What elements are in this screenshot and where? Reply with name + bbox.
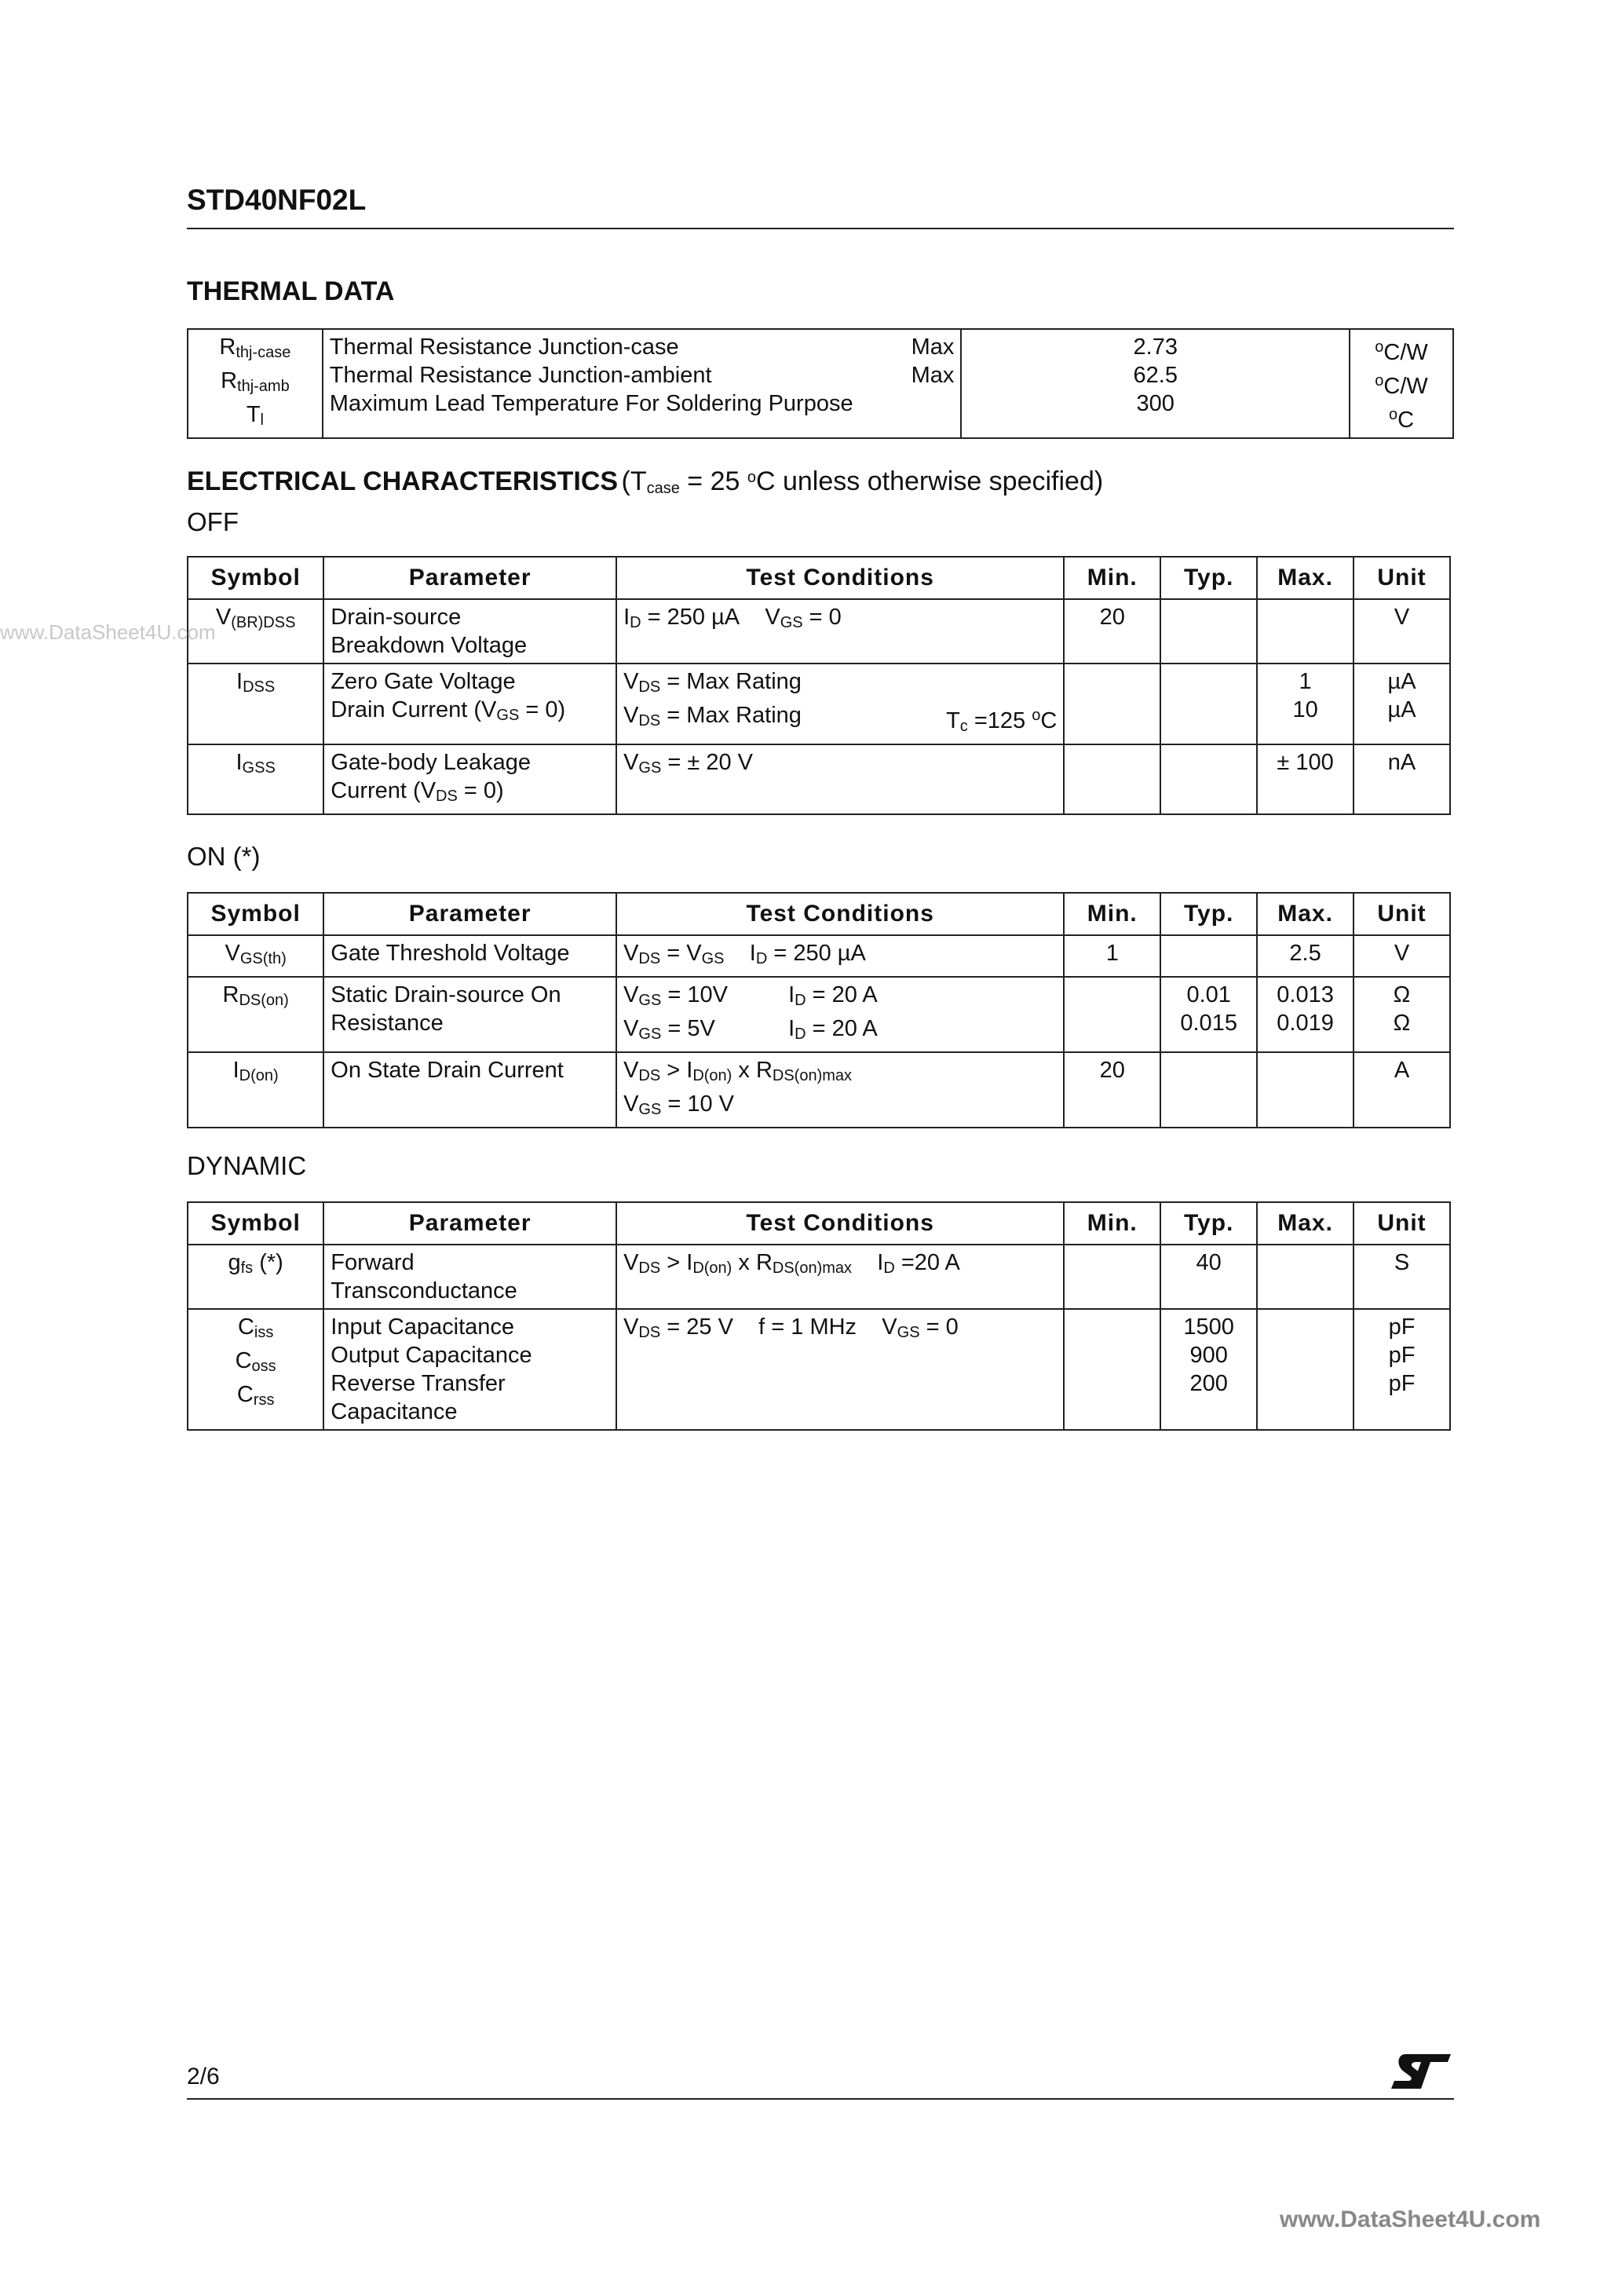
table-row: $V_{(BR)DSS}$ Drain-source Breakdown Voltage $I_D = 250$ µA $V_{GS} = 0$ 20 V <box>188 599 1450 664</box>
dynamic-table <box>187 1201 1451 1431</box>
on-table <box>187 892 1451 1128</box>
thermal-values: 2.73 62.5 300 <box>961 329 1350 438</box>
document-title: STD40NF02L <box>187 184 367 216</box>
footer-rule <box>187 2098 1454 2100</box>
table-header-row: Symbol Parameter Test Conditions Min. Typ. Max. Unit <box>188 557 1450 599</box>
table-header-row: Symbol Parameter Test Conditions Min. Typ. Max. Unit <box>188 1202 1450 1245</box>
off-section-label: OFF <box>187 507 239 536</box>
thermal-parameters: Thermal Resistance Junction-case Max Thermal Resistance Junction-ambient Max Maximum Lead Temperature For Soldering Purpose <box>323 329 962 438</box>
table-row: $I_{D(on)}$ On State Drain Current $V_{DS} > I_{D(on)}$ x $R_{DS(on)max}$ $V_{GS} = 10$ V 20 A <box>188 1052 1450 1128</box>
dynamic-section-label: DYNAMIC <box>187 1151 307 1180</box>
table-header-row: Symbol Parameter Test Conditions Min. Typ. Max. Unit <box>188 893 1450 935</box>
page-number: 2/6 <box>187 2064 220 2089</box>
table-row: $V_{GS(th)}$ Gate Threshold Voltage $V_{DS} = V_{GS}$ $I_D = 250$ µA 1 2.5 V <box>188 935 1450 977</box>
thermal-section-title: THERMAL DATA <box>187 276 395 306</box>
electrical-condition: ($T_{case} = 25$ $^o$C unless otherwise specified) <box>621 466 1104 497</box>
table-row: $I_{DSS}$ Zero Gate Voltage Drain Current $(V_{GS} = 0)$ $V_{DS}$ = Max Rating $V_{DS}$ = Max Rating $T_c =125$ $^o$C 1 10 µA µA <box>188 664 1450 744</box>
table-row: $I_{GSS}$ Gate-body Leakage Current $(V_{DS} = 0)$ $V_{GS}$ = ± 20 V ± 100 nA <box>188 744 1450 814</box>
header-rule <box>187 228 1454 229</box>
st-logo <box>1390 2051 1452 2096</box>
off-table <box>187 556 1451 815</box>
table-row: $R_{DS(on)}$ Static Drain-source On Resistance $V_{GS} = 10V$ $I_D = 20$ A $V_{GS} = 5V$ $I_D = 20$ A 0.01 0.015 0.013 0.019 Ω Ω <box>188 977 1450 1052</box>
table-row: $C_{iss}$ $C_{oss}$ $C_{rss}$ Input Capacitance Output Capacitance Reverse Transfer Capacitance $V_{DS} = 25$ V f = 1 MHz $V_{GS} = 0$ 1500 900 200 pF pF pF <box>188 1309 1450 1430</box>
table-row: $g_{fs}$ (*) Forward Transconductance $V_{DS} > I_{D(on)}$ x $R_{DS(on)max}$ $I_D =20$ A 40 S <box>188 1245 1450 1309</box>
on-section-label: ON (*) <box>187 842 261 871</box>
thermal-symbols: $R_{thj-case}$ $R_{thj-amb}$ $T_l$ <box>188 329 323 438</box>
thermal-table <box>187 328 1454 439</box>
watermark-left: www.DataSheet4U.com <box>0 620 216 644</box>
st-logo-icon <box>1390 2051 1452 2092</box>
watermark-bottom: www.DataSheet4U.com <box>1280 2206 1541 2232</box>
thermal-units: $^o$C/W $^o$C/W $^o$C <box>1350 329 1453 438</box>
electrical-heading: ELECTRICAL CHARACTERISTICS ($T_{case} = 25$ $^o$C unless otherwise specified) <box>187 466 1104 497</box>
